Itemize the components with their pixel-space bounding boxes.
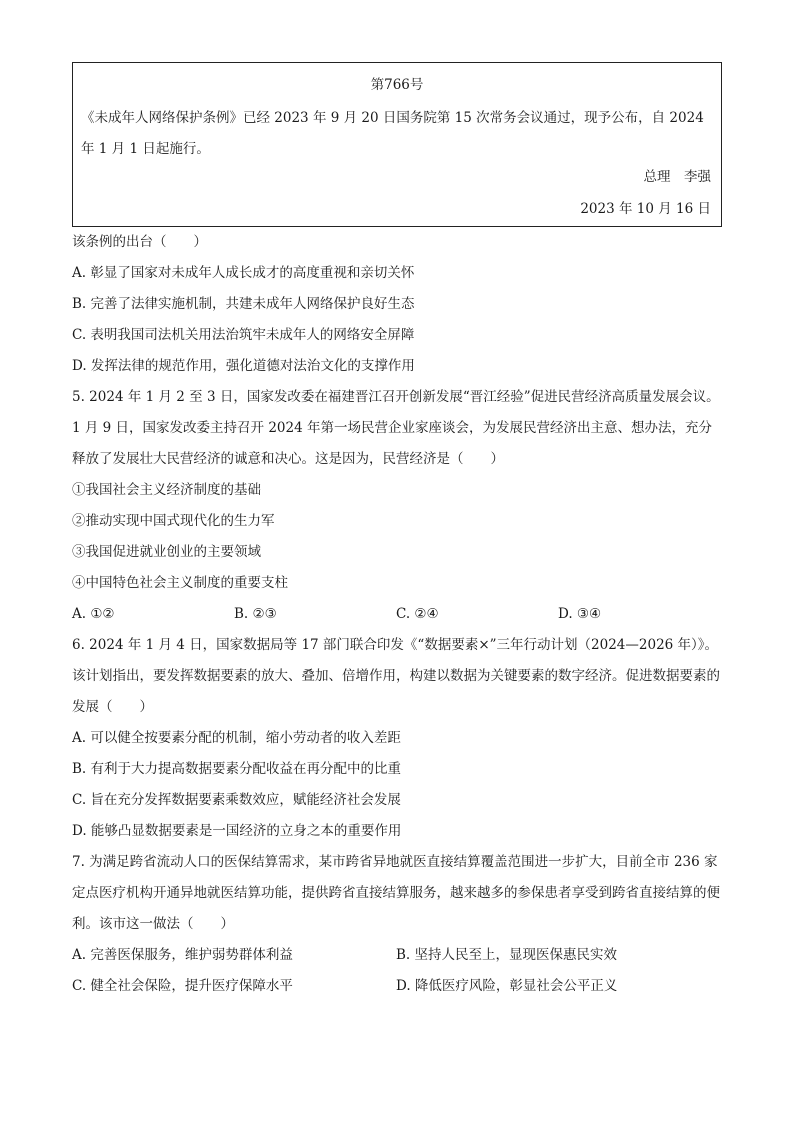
question-6 <box>72 630 722 847</box>
question-4 <box>72 227 722 382</box>
options-row <box>72 599 722 630</box>
question-stem: 5. 2024 年 1 月 2 至 3 日，国家发改委在福建晋江召开创新发展“晋江经验”促进民营经济高质量发展会议。1 月 9 日，国家发改委主持召开 2024 年第一场民营企业家座谈会，为发展民营经济出主意、想办法，充分释放了发展壮大民营经济的诚意和决心。这是因为，民营经济是（ ） <box>72 389 720 467</box>
notice-body: 《未成年人网络保护条例》已经 2023 年 9 月 20 日国务院第 15 次常务会议通过，现予公布，自 2024 年 1 月 1 日起施行。 <box>81 110 704 157</box>
option-d: D. ③④ <box>558 606 602 622</box>
option-d: D. 能够凸显数据要素是一国经济的立身之本的重要作用 <box>72 823 402 839</box>
question-stem: 该条例的出台（ ） <box>72 234 207 250</box>
option-d: D. 降低医疗风险，彰显社会公平正义 <box>396 978 618 994</box>
question-stem: 7. 为满足跨省流动人口的医保结算需求，某市跨省异地就医直接结算覆盖范围进一步扩大，目前全市 236 家定点医疗机构开通异地就医结算功能，提供跨省直接结算服务，越来越多的参保患者享受到跨省直接结算的便利。该市这一做法（ ） <box>72 854 720 932</box>
option-b: B. 有利于大力提高数据要素分配收益在再分配中的比重 <box>72 761 402 777</box>
option-c: C. 健全社会保险，提升医疗保障水平 <box>72 978 293 994</box>
option-b: B. 完善了法律实施机制，共建未成年人网络保护良好生态 <box>72 296 415 312</box>
statement-4: ④中国特色社会主义制度的重要支柱 <box>72 575 288 591</box>
exam-page <box>72 62 722 1002</box>
option-a: A. 可以健全按要素分配的机制，缩小劳动者的收入差距 <box>72 730 401 746</box>
statement-1: ①我国社会主义经济制度的基础 <box>72 482 261 498</box>
notice-box <box>72 62 722 227</box>
question-7 <box>72 847 722 1002</box>
option-a: A. 彰显了国家对未成年人成长成才的高度重视和亲切关怀 <box>72 265 415 281</box>
question-5 <box>72 382 722 630</box>
option-b: B. 坚持人民至上，显现医保惠民实效 <box>396 947 618 963</box>
option-d: D. 发挥法律的规范作用，强化道德对法治文化的支撑作用 <box>72 358 415 374</box>
question-stem: 6. 2024 年 1 月 4 日，国家数据局等 17 部门联合印发《“数据要素×”三年行动计划（2024—2026 年）》。该计划指出，要发挥数据要素的放大、叠加、倍增作用，构建以数据为关键要素的数字经济。促进数据要素的发展（ ） <box>72 637 720 715</box>
options-row-2 <box>72 971 722 1002</box>
statement-2: ②推动实现中国式现代化的生力军 <box>72 513 275 529</box>
statement-3: ③我国促进就业创业的主要领域 <box>72 544 261 560</box>
notice-title: 第766号 <box>370 77 424 93</box>
options-row-1 <box>72 940 722 971</box>
option-b: B. ②③ <box>234 606 277 622</box>
notice-signer: 总理 李强 <box>643 169 711 185</box>
option-a: A. ①② <box>72 606 115 622</box>
option-c: C. ②④ <box>396 606 439 622</box>
option-c: C. 表明我国司法机关用法治筑牢未成年人的网络安全屏障 <box>72 327 415 343</box>
option-c: C. 旨在充分发挥数据要素乘数效应，赋能经济社会发展 <box>72 792 401 808</box>
notice-date: 2023 年 10 月 16 日 <box>580 201 711 217</box>
option-a: A. 完善医保服务，维护弱势群体利益 <box>72 947 293 963</box>
